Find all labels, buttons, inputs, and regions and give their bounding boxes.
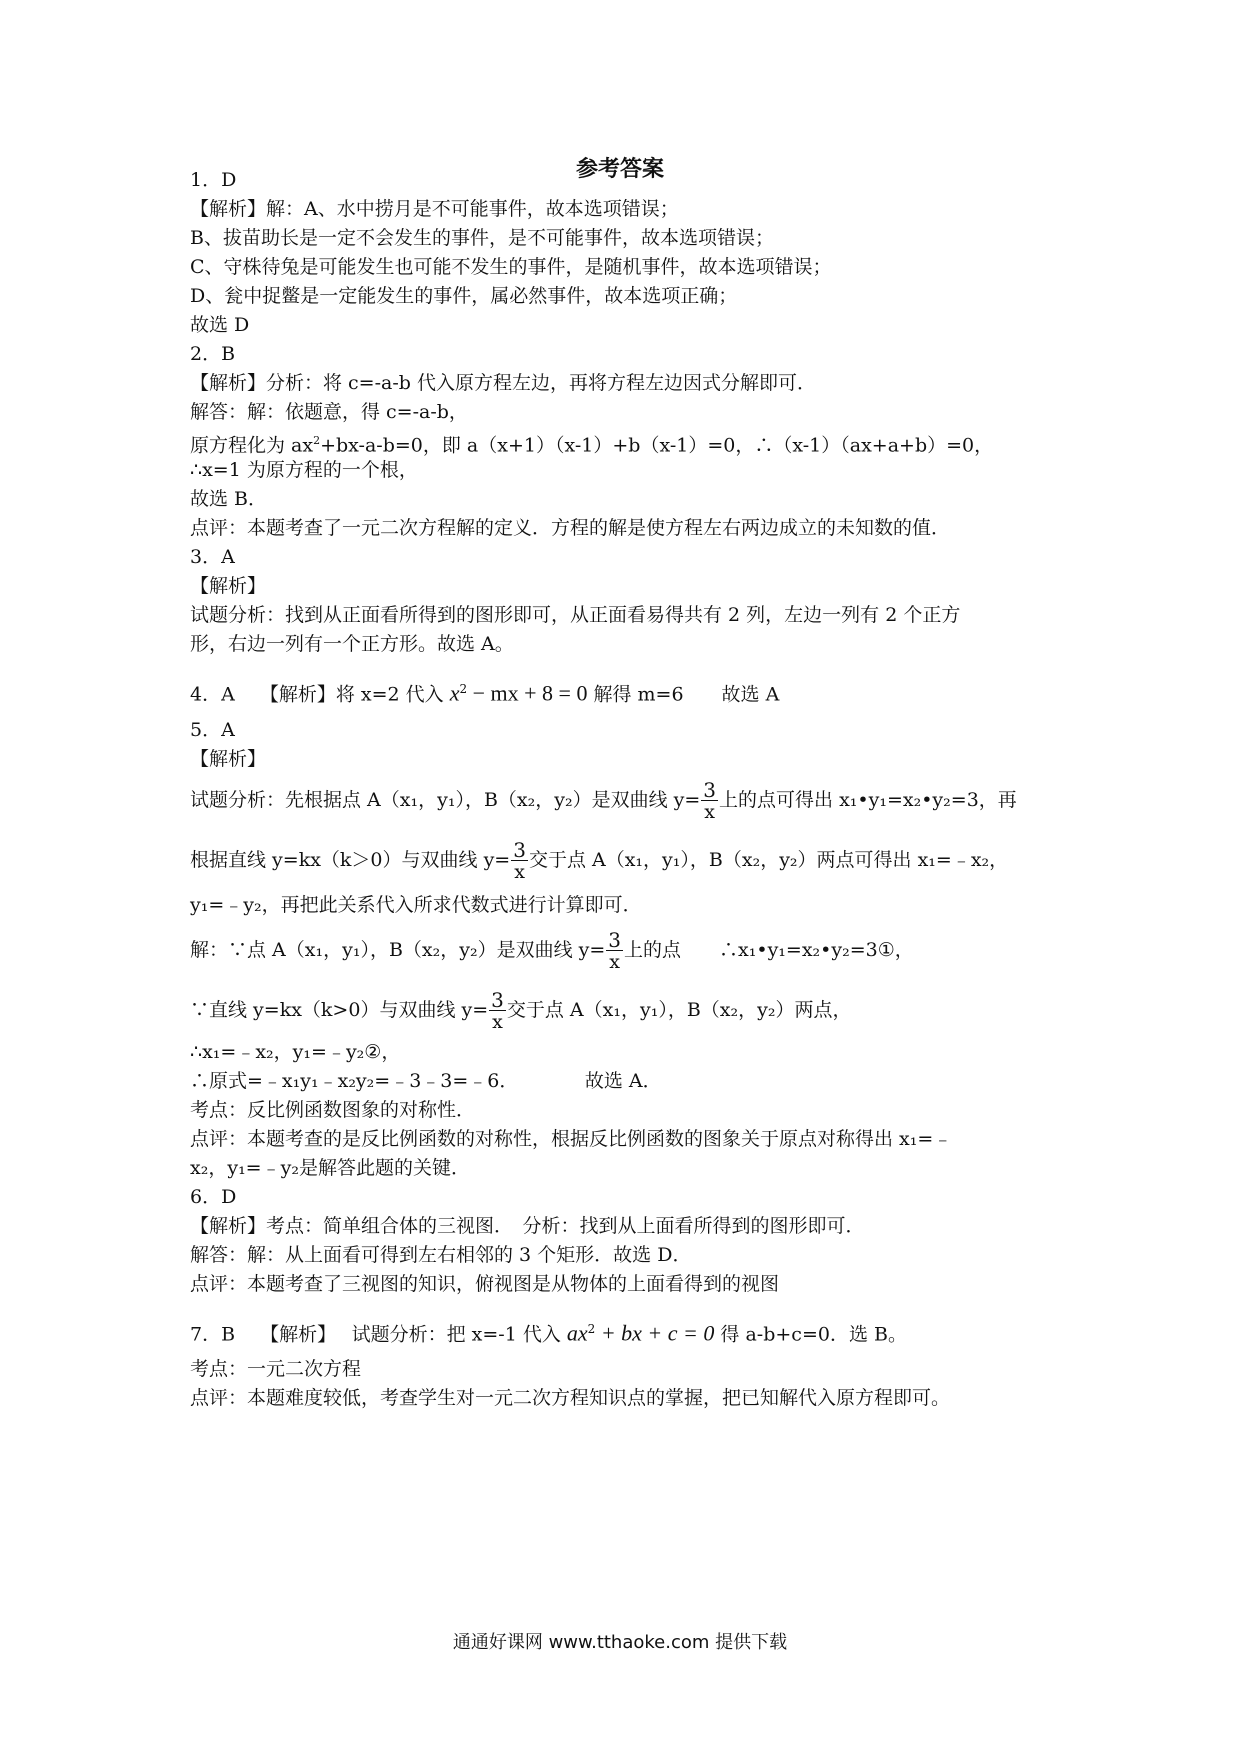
q7-prefix: 7．B 【解析】 试题分析：把 x=-1 代入	[190, 1323, 567, 1346]
fraction-3-over-x	[606, 930, 623, 972]
fraction-3-over-x	[489, 990, 506, 1032]
q5-line-3-b: 交于点 A（x₁，y₁），B（x₂，y₂）两点可得出 x₁=﹣x₂，	[528, 849, 1009, 871]
q1-answer: 1．D	[190, 169, 237, 191]
frac-num: 3	[513, 838, 526, 862]
q2-line-3-a: 原方程化为 ax	[190, 434, 314, 457]
frac-den: x	[609, 951, 621, 973]
page-title: 参考答案	[575, 157, 664, 182]
q4-prefix: 4．A 【解析】将 x=2 代入	[190, 683, 450, 706]
q3-line-1: 【解析】	[190, 575, 267, 597]
q6-line-2: 解答：解：从上面看可得到左右相邻的 3 个矩形．故选 D．	[190, 1244, 692, 1266]
q5-line-6-a: ∵直线 y=kx（k>0）与双曲线 y=	[190, 999, 489, 1021]
q5-line-5-b: 上的点 ∴x₁•y₁=x₂•y₂=3①，	[624, 939, 914, 961]
q5-line-10: 点评：本题考查的是反比例函数的对称性，根据反比例函数的图象关于原点对称得出 x₁=﹣	[190, 1128, 953, 1150]
q5-line-3	[190, 836, 1008, 884]
q1-line-2: B、拔苗助长是一定不会发生的事件，是不可能事件，故本选项错误；	[190, 227, 774, 249]
frac-den: x	[492, 1011, 503, 1033]
q5-line-2	[190, 776, 1017, 824]
q2-answer: 2．B	[190, 343, 236, 365]
q2-line-2: 解答：解：依题意，得 c=-a-b，	[190, 401, 468, 423]
q4-line	[190, 677, 779, 706]
q6-line-3: 点评：本题考查了三视图的知识，俯视图是从物体的上面看得到的视图	[190, 1273, 780, 1295]
q5-line-9: 考点：反比例函数图象的对称性．	[190, 1099, 476, 1121]
q3-line-3: 形，右边一列有一个正方形。故选 A。	[190, 633, 514, 655]
frac-den: x	[704, 801, 716, 823]
frac-den: x	[514, 861, 525, 883]
q7-formula-b: + bx + c = 0	[595, 1320, 715, 1346]
q4-formula-b: − mx + 8 = 0	[467, 680, 588, 706]
q5-answer: 5．A	[190, 719, 235, 741]
q2-line-3-b: +bx-a-b=0，即 a（x+1）（x-1）+b（x-1）=0，∴（x-1）（ax+a+b）=0，	[320, 434, 994, 457]
q5-line-6	[190, 986, 851, 1034]
frac-num: 3	[608, 928, 622, 952]
q1-line-3: C、守株待兔是可能发生也可能不发生的事件，是随机事件，故本选项错误；	[190, 256, 832, 278]
footer-credit: 通通好课网 www.tthaoke.com 提供下载	[452, 1632, 788, 1653]
q2-line-3-sup: 2	[313, 434, 321, 447]
q1-line-5: 故选 D	[190, 314, 250, 336]
q4-formula-a: x	[449, 680, 460, 706]
q5-line-6-b: 交于点 A（x₁，y₁），B（x₂，y₂）两点，	[506, 999, 852, 1021]
q4-suffix: 解得 m=6 故选 A	[587, 683, 780, 706]
q5-line-5	[190, 926, 914, 974]
q5-line-2-b: 上的点可得出 x₁•y₁=x₂•y₂=3，再	[719, 789, 1017, 811]
q6-line-1: 【解析】考点：简单组合体的三视图． 分析：找到从上面看所得到的图形即可．	[190, 1215, 865, 1237]
q1-line-4: D、瓮中捉鳖是一定能发生的事件，属必然事件，故本选项正确；	[190, 285, 738, 307]
q2-line-1: 【解析】分析：将 c=-a-b 代入原方程左边，再将方程左边因式分解即可．	[190, 372, 816, 394]
q7-suffix: 得 a-b+c=0．选 B。	[714, 1323, 907, 1346]
fraction-3-over-x	[701, 780, 718, 822]
q5-line-7: ∴x₁=﹣x₂，y₁=﹣y₂②，	[190, 1041, 401, 1063]
fraction-3-over-x	[511, 840, 528, 882]
q5-line-2-a: 试题分析：先根据点 A（x₁，y₁），B（x₂，y₂）是双曲线 y=	[190, 789, 701, 811]
q7-formula-a: ax	[566, 1320, 588, 1346]
q5-line-5-a: 解：∵点 A（x₁，y₁），B（x₂，y₂）是双曲线 y=	[190, 939, 606, 961]
q4-formula-sup: 2	[459, 682, 468, 696]
frac-num: 3	[703, 778, 717, 802]
q7-line-2: 考点：一元二次方程	[190, 1358, 362, 1380]
q5-line-4: y₁=﹣y₂，再把此关系代入所求代数式进行计算即可．	[190, 894, 642, 916]
q1-line-1: 【解析】解：A、水中捞月是不可能事件，故本选项错误；	[190, 198, 679, 220]
q7-formula-sup: 2	[587, 1322, 596, 1336]
q5-line-3-a: 根据直线 y=kx（k＞0）与双曲线 y=	[190, 849, 511, 871]
q7-line	[190, 1317, 907, 1346]
q2-line-5: 故选 B．	[190, 488, 268, 510]
q7-line-3: 点评：本题难度较低，考查学生对一元二次方程知识点的掌握，把已知解代入原方程即可。	[190, 1387, 951, 1409]
q3-answer: 3．A	[190, 546, 235, 568]
q3-line-2: 试题分析：找到从正面看所得到的图形即可，从正面看易得共有 2 列，左边一列有 2 个正方	[190, 604, 961, 626]
frac-num: 3	[491, 988, 504, 1012]
q6-answer: 6．D	[190, 1186, 237, 1208]
q2-line-4: ∴x=1 为原方程的一个根，	[190, 459, 418, 481]
q5-line-1: 【解析】	[190, 748, 267, 770]
q5-line-11: x₂，y₁=﹣y₂是解答此题的关键．	[190, 1157, 470, 1179]
q2-line-3	[190, 429, 993, 457]
q2-line-6: 点评：本题考查了一元二次方程解的定义．方程的解是使方程左右两边成立的未知数的值．	[190, 517, 951, 539]
q5-line-8: ∴原式=﹣x₁y₁﹣x₂y₂=﹣3﹣3=﹣6． 故选 A．	[190, 1070, 662, 1092]
